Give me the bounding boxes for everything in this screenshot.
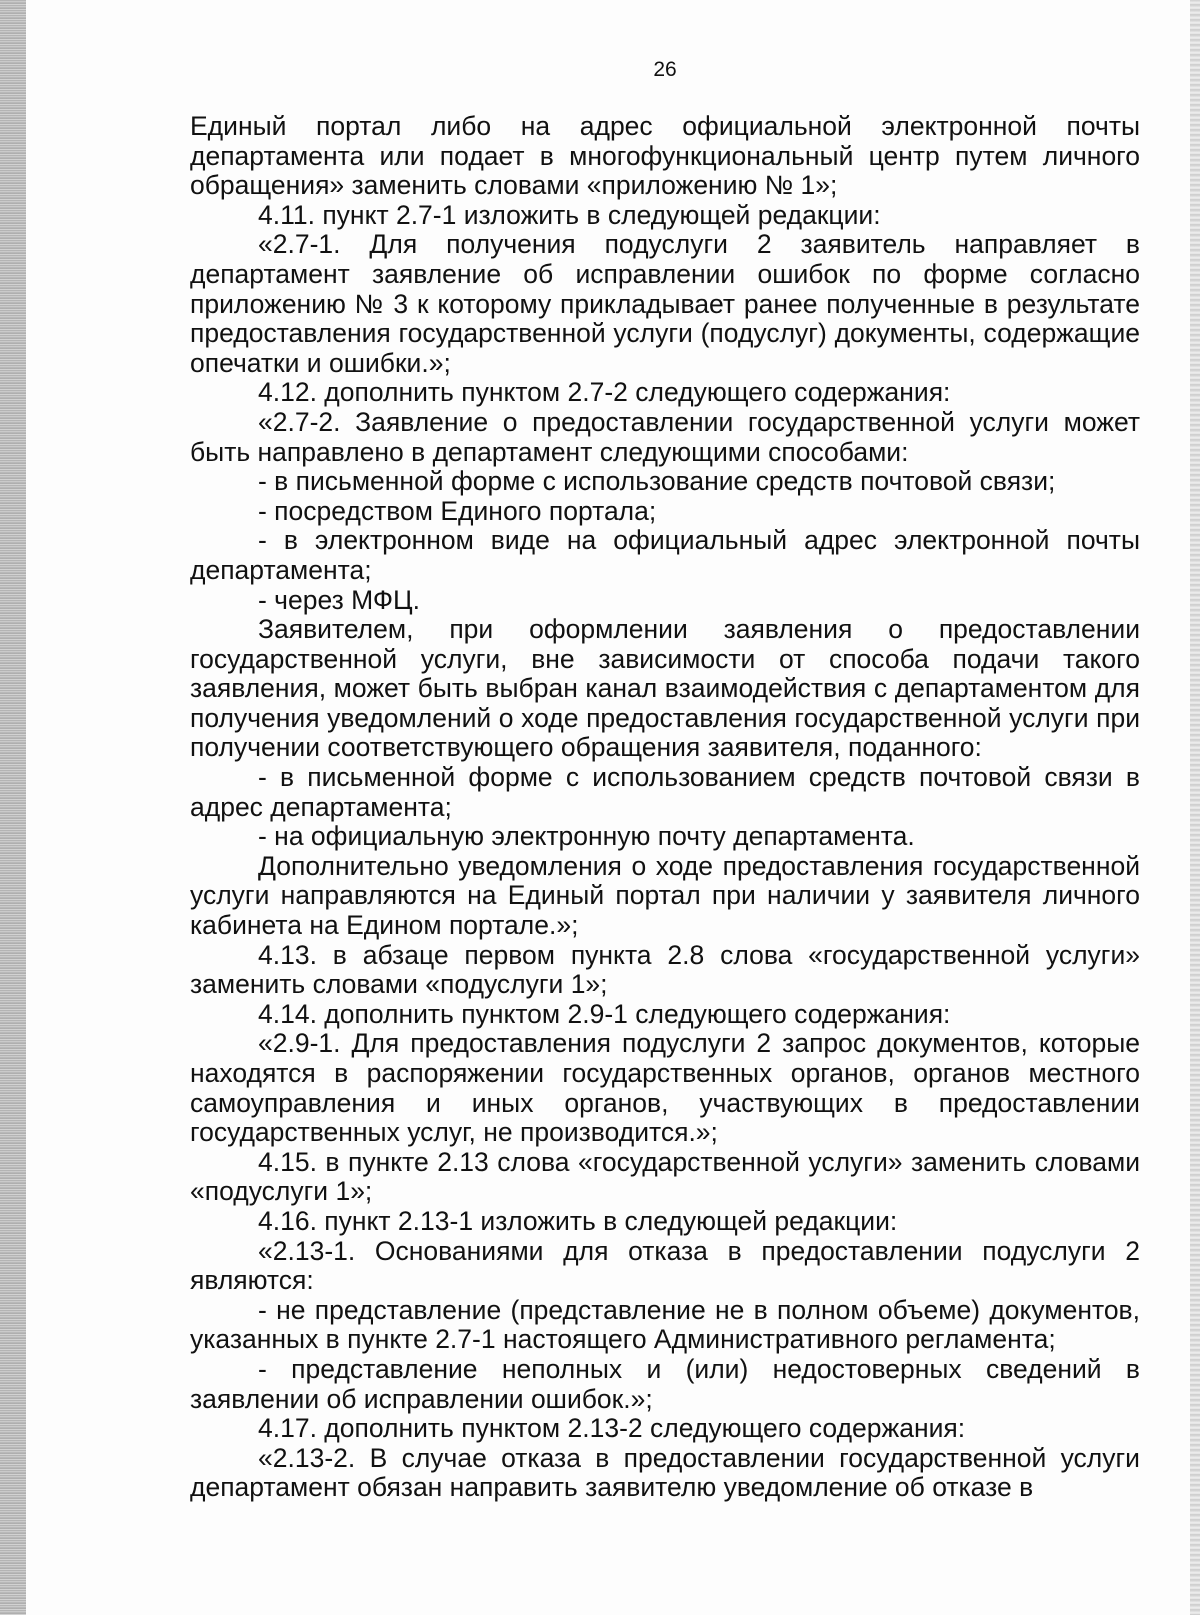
list-item: - через МФЦ. <box>258 584 421 615</box>
list-item: - не представление (представление не в полном объеме) документов, указанных в пункте 2.7-1 настоящего Административного регламента; <box>190 1294 1140 1355</box>
list-item: - представление неполных и (или) недостоверных сведений в заявлении об исправлении ошибок.»; <box>190 1353 1140 1414</box>
paragraph: «2.9-1. Для предоставления подуслуги 2 запрос документов, которые находятся в распоряжении государственных органов, органов местного самоуправления и иных органов, участвующих в предоставлении государственных услуг, не производится.»; <box>190 1028 1140 1148</box>
paragraph: Заявителем, при оформлении заявления о предоставлении государственной услуги, вне зависимости от способа подачи такого заявления, может быть выбран канал взаимодействия с департаментом для получения уведомлений о ходе предоставления государственной услуги при получении соответствующего обращения заявителя, поданного: <box>190 614 1140 763</box>
scan-edge-left <box>0 0 26 1615</box>
paragraph: Единый портал либо на адрес официальной электронной почты департамента или подает в многофункциональный центр путем личного обращения» заменить словами «приложению № 1»; <box>190 111 1140 201</box>
paragraph: «2.13-1. Основаниями для отказа в предоставлении подуслуги 2 являются: <box>190 1235 1140 1296</box>
paragraph: 4.11. пункт 2.7-1 изложить в следующей редакции: <box>258 199 881 230</box>
paragraph: Дополнительно уведомления о ходе предоставления государственной услуги направляются на Единый портал при наличии у заявителя личного кабинета на Едином портале.»; <box>190 850 1140 941</box>
list-item: - в электронном виде на официальный адрес электронной почты департамента; <box>190 525 1140 585</box>
list-item: - в письменной форме с использованием средств почтовой связи в адрес департамента; <box>190 762 1140 822</box>
paragraph: 4.12. дополнить пунктом 2.7-2 следующего содержания: <box>258 377 951 408</box>
paragraph: 4.15. в пункте 2.13 слова «государственной услуги» заменить словами «подуслуги 1»; <box>190 1146 1140 1207</box>
page-number: 26 <box>653 58 677 81</box>
scan-edge-right <box>1190 0 1200 1615</box>
paragraph: 4.17. дополнить пунктом 2.13-2 следующего содержания: <box>258 1413 966 1444</box>
paragraph: 4.16. пункт 2.13-1 изложить в следующей редакции: <box>258 1205 898 1236</box>
paragraph: 4.14. дополнить пунктом 2.9-1 следующего содержания: <box>258 998 951 1029</box>
list-item: - на официальную электронную почту департамента. <box>258 821 915 852</box>
list-item: - в письменной форме с использование средств почтовой связи; <box>258 466 1056 497</box>
document-body <box>190 112 1140 1503</box>
paragraph: «2.7-1. Для получения подуслуги 2 заявитель направляет в департамент заявление об исправлении ошибок по форме согласно приложению № 3 к которому прикладывает ранее полученные в результате предоставления государственной услуги (подуслуг) документы, содержащие опечатки и ошибки.»; <box>190 229 1140 378</box>
list-item: - посредством Единого портала; <box>258 495 657 526</box>
paragraph: «2.13-2. В случае отказа в предоставлении государственной услуги департамент обязан направить заявителю уведомление об отказе в <box>190 1442 1140 1503</box>
paragraph: 4.13. в абзаце первом пункта 2.8 слова «государственной услуги» заменить словами «подуслуги 1»; <box>190 939 1140 1000</box>
paragraph: «2.7-2. Заявление о предоставлении государственной услуги может быть направлено в департамент следующими способами: <box>190 406 1140 467</box>
